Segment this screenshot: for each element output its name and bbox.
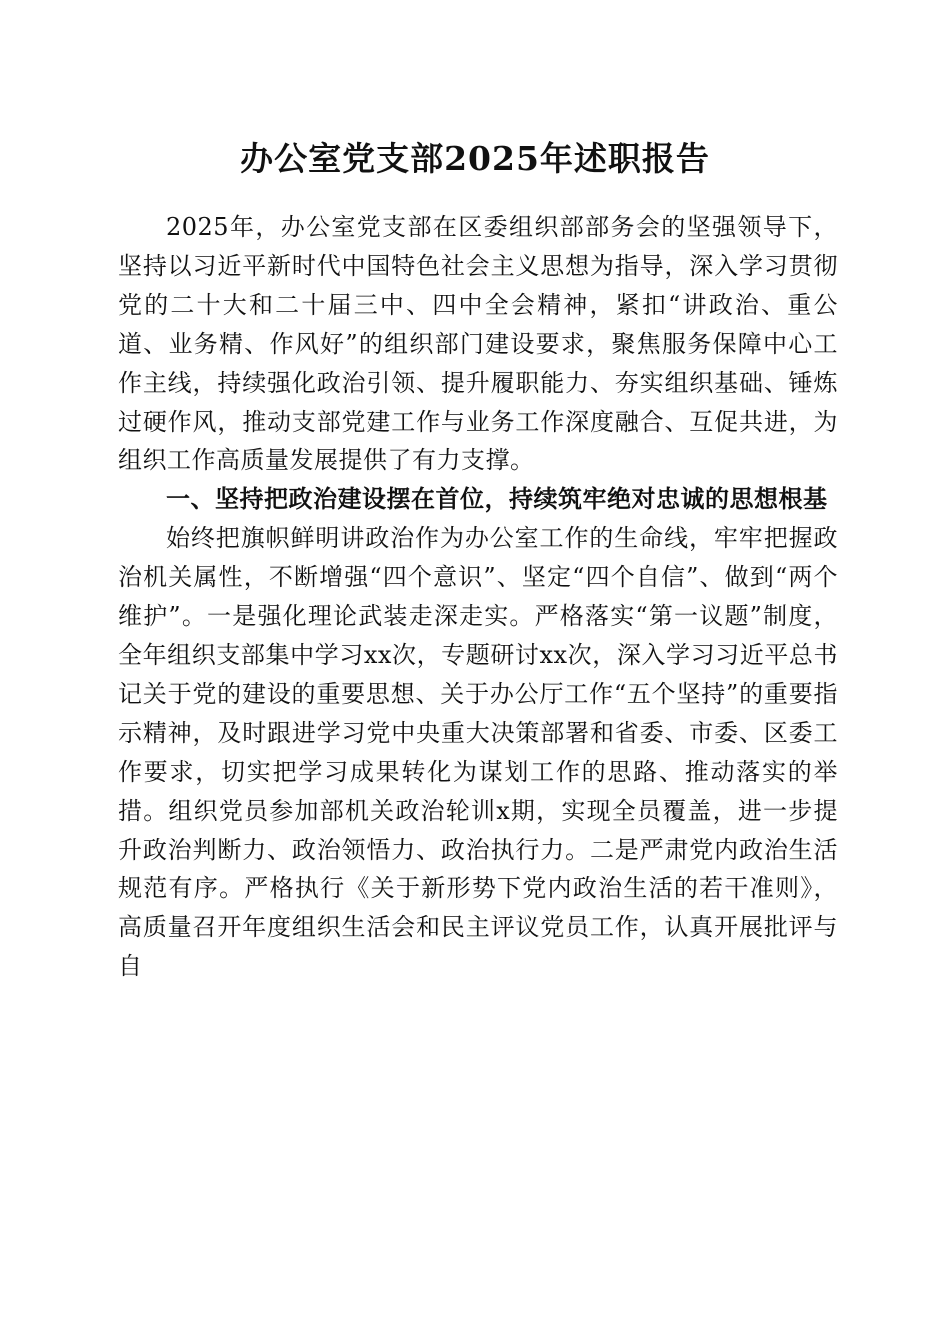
document-body [118, 208, 838, 986]
intro-paragraph: 2025年，办公室党支部在区委组织部部务会的坚强领导下，坚持以习近平新时代中国特色社会主义思想为指导，深入学习贯彻党的二十大和二十届三中、四中全会精神，紧扣“讲政治、重公道、业务精、作风好”的组织部门建设要求，聚焦服务保障中心工作主线，持续强化政治引领、提升履职能力、夯实组织基础、锤炼过硬作风，推动支部党建工作与业务工作深度融合、互促共进，为组织工作高质量发展提供了有力支撑。 [118, 213, 838, 475]
section-1-paragraph: 始终把旗帜鲜明讲政治作为办公室工作的生命线，牢牢把握政治机关属性，不断增强“四个意识”、坚定“四个自信”、做到“两个维护”。一是强化理论武装走深走实。严格落实“第一议题”制度，全年组织支部集中学习xx次，专题研讨xx次，深入学习习近平总书记关于党的建设的重要思想、关于办公厅工作“五个坚持”的重要指示精神，及时跟进学习党中央重大决策部署和省委、市委、区委工作要求，切实把学习成果转化为谋划工作的思路、推动落实的举措。组织党员参加部机关政治轮训x期，实现全员覆盖，进一步提升政治判断力、政治领悟力、政治执行力。二是严肃党内政治生活规范有序。严格执行《关于新形势下党内政治生活的若干准则》，高质量召开年度组织生活会和民主评议党员工作，认真开展批评与自 [118, 524, 838, 981]
document-title: 办公室党支部2025年述职报告 [240, 139, 710, 178]
section-heading-1: 一、坚持把政治建设摆在首位，持续筑牢绝对忠诚的思想根基 [166, 485, 828, 514]
